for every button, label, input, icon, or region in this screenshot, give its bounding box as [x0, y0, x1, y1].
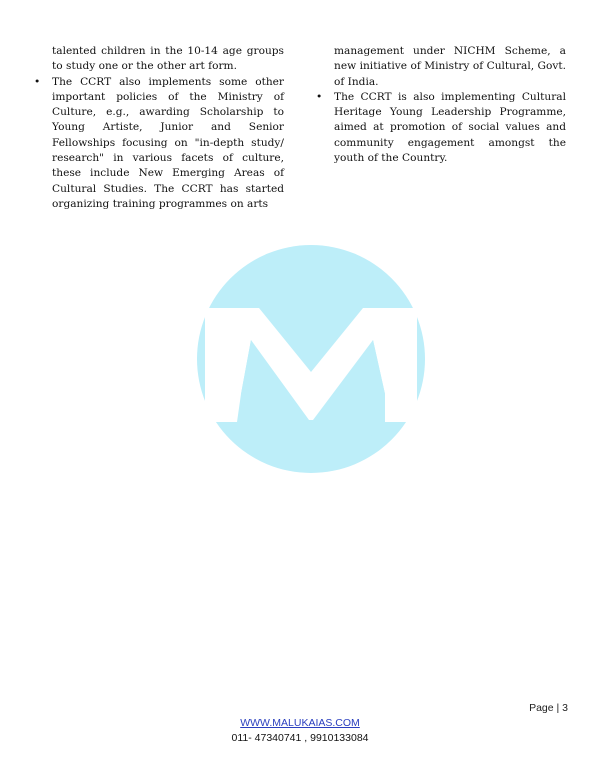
right-bullet-item: [316, 90, 566, 166]
left-bullet-item: [34, 75, 284, 213]
malukaias-logo-watermark: [197, 244, 425, 474]
right-continuation-paragraph: management under NICHM Scheme, a new initiative of Ministry of Cultural, Govt. of India.: [334, 45, 566, 88]
bullet-icon: •: [316, 90, 323, 103]
phone-numbers: 011- 47340741 , 9910133084: [231, 732, 369, 744]
left-bullet-text: The CCRT also implements some other important policies of the Ministry of Culture, e.g., awarding Scholarship to Young Artiste, Junior and Senior Fellowships focusing on "in-depth study/ research" in various facets of culture, these include New Emerging Areas of Cultural Studies. The CCRT has started organizing training programmes on arts: [52, 75, 284, 210]
left-column: [34, 44, 284, 212]
left-continuation-paragraph: talented children in the 10-14 age groups to study one or the other art form.: [52, 45, 284, 73]
right-column: [316, 44, 566, 166]
website-link[interactable]: WWW.MALUKAIAS.COM: [240, 717, 360, 729]
right-bullet-text: The CCRT is also implementing Cultural Heritage Young Leadership Programme, aimed at promotion of social values and community engagement amongst the youth of the Country.: [334, 90, 566, 165]
page-number: Page | 3: [529, 702, 568, 714]
footer-contact: [0, 716, 600, 746]
bullet-icon: •: [34, 75, 41, 88]
